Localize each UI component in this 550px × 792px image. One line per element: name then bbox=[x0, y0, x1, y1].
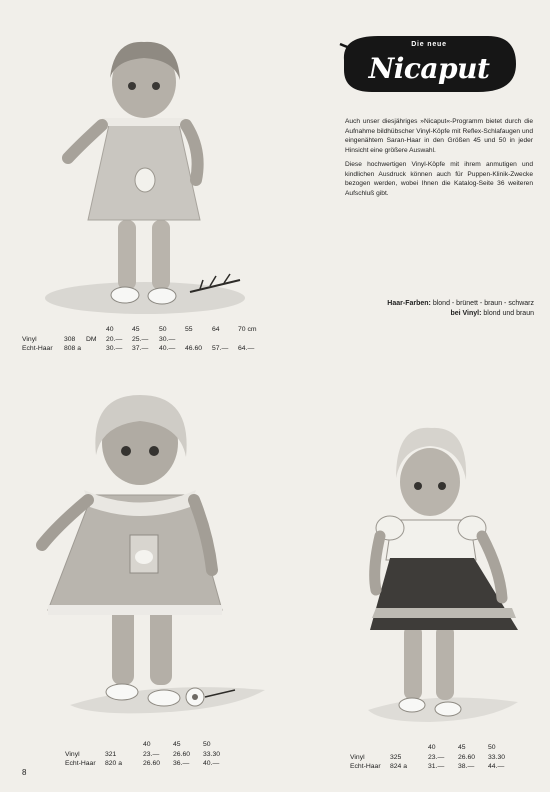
price-cell: 26.60 bbox=[173, 750, 191, 758]
row-name: Echt-Haar bbox=[65, 760, 96, 768]
price-cell: 33.30 bbox=[488, 753, 506, 761]
price-cell: 46.60 bbox=[185, 345, 203, 353]
price-row-echt-haar bbox=[350, 762, 518, 772]
price-cell: 25.— bbox=[132, 335, 149, 343]
hair-colors-label: Haar-Farben: bbox=[387, 300, 431, 307]
hair-colors-all: blond - brünett - braun - schwarz bbox=[432, 300, 534, 307]
currency: DM bbox=[86, 335, 97, 343]
intro-text bbox=[345, 117, 533, 203]
size-header-row bbox=[22, 325, 268, 335]
price-cell: 26.60 bbox=[458, 753, 476, 761]
logo-subtitle: Die neue bbox=[411, 41, 447, 48]
price-cell: 64.— bbox=[238, 345, 255, 353]
size-cell: 45 bbox=[132, 326, 140, 334]
size-cell: 45 bbox=[173, 741, 181, 749]
price-cell: 23.— bbox=[143, 750, 160, 758]
size-cell: 40 bbox=[428, 744, 436, 752]
hair-colors bbox=[310, 299, 534, 319]
price-cell: 37.— bbox=[132, 345, 149, 353]
size-header-row bbox=[65, 740, 233, 750]
doll-photo-2 bbox=[30, 385, 270, 725]
size-cell: 55 bbox=[185, 326, 193, 334]
price-cell: 23.— bbox=[428, 753, 445, 761]
price-cell: 20.— bbox=[106, 335, 123, 343]
article-number: 308 bbox=[64, 335, 76, 343]
price-row-vinyl bbox=[350, 753, 518, 763]
size-cell: 40 bbox=[106, 326, 114, 334]
price-cell: 57.— bbox=[212, 345, 229, 353]
intro-paragraph-2: Diese hochwertigen Vinyl-Köpfe mit ihrem anmutigen und kindlichen Ausdruck können auch für Puppen-Klinik-Zwecke bezogen werden, wobei Ihnen die Katalog-Seite 36 weiteren Aufschluß gibt. bbox=[345, 160, 533, 197]
hair-colors-vinyl: blond und braun bbox=[483, 310, 534, 317]
size-cell: 70 cm bbox=[238, 326, 257, 334]
row-name: Vinyl bbox=[350, 753, 365, 761]
row-name: Vinyl bbox=[22, 335, 37, 343]
price-cell: 30.— bbox=[106, 345, 123, 353]
size-cell: 64 bbox=[212, 326, 220, 334]
row-name: Echt-Haar bbox=[22, 345, 53, 353]
logo-wordmark: Nicaput bbox=[368, 52, 490, 85]
price-cell: 31.— bbox=[428, 763, 445, 771]
price-table-321 bbox=[65, 740, 233, 769]
price-row-vinyl bbox=[22, 335, 268, 345]
nicaput-logo bbox=[338, 30, 520, 98]
price-cell: 33.30 bbox=[203, 750, 221, 758]
size-header-row bbox=[350, 743, 518, 753]
size-cell: 50 bbox=[203, 741, 211, 749]
article-number: 820 a bbox=[105, 760, 123, 768]
doll-photo-1 bbox=[40, 30, 250, 320]
row-name: Vinyl bbox=[65, 750, 80, 758]
size-cell: 40 bbox=[143, 741, 151, 749]
price-cell: 40.— bbox=[159, 345, 176, 353]
size-cell: 50 bbox=[488, 744, 496, 752]
doll-photo-3 bbox=[350, 420, 530, 730]
price-table-308 bbox=[22, 325, 268, 354]
price-cell: 30.— bbox=[159, 335, 176, 343]
size-cell: 50 bbox=[159, 326, 167, 334]
price-row-echt-haar bbox=[65, 759, 233, 769]
intro-paragraph-1: Auch unser diesjähriges »Nicaput«-Programm bietet durch die Aufnahme bildhübscher Vinyl-Köpfe mit Reflex-Schlafaugen und eingenähtem Saran-Haar in den Größen 45 und 50 in jeder Hinsicht eine größere Auswahl. bbox=[345, 118, 533, 155]
price-cell: 26.60 bbox=[143, 760, 161, 768]
size-cell: 45 bbox=[458, 744, 466, 752]
price-cell: 36.— bbox=[173, 760, 190, 768]
price-table-325 bbox=[350, 743, 518, 772]
page-number: 8 bbox=[22, 768, 27, 777]
price-cell: 44.— bbox=[488, 763, 505, 771]
hair-colors-vinyl-label: bei Vinyl: bbox=[450, 310, 482, 317]
article-number: 321 bbox=[105, 750, 117, 758]
price-cell: 40.— bbox=[203, 760, 220, 768]
article-number: 808 a bbox=[64, 345, 82, 353]
article-number: 325 bbox=[390, 753, 402, 761]
price-row-vinyl bbox=[65, 750, 233, 760]
price-row-echt-haar bbox=[22, 344, 268, 354]
row-name: Echt-Haar bbox=[350, 763, 381, 771]
price-cell: 38.— bbox=[458, 763, 475, 771]
article-number: 824 a bbox=[390, 763, 408, 771]
